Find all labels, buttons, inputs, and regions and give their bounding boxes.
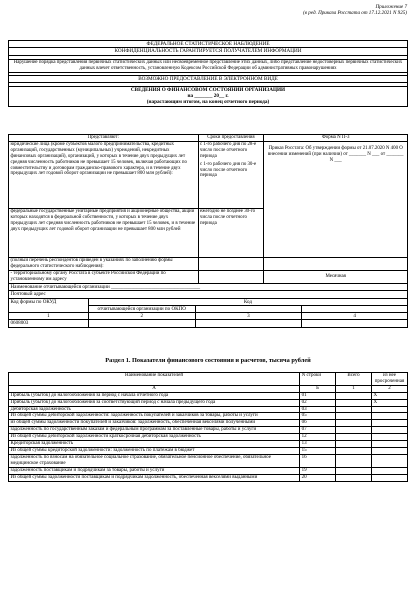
indicator-name: Прибыль (убыток) до налогообложения за соответствующий период с начала предыдущего года bbox=[9, 399, 300, 406]
report-date: на _______ 20__ г. bbox=[9, 93, 408, 99]
col-num-2: 2 bbox=[88, 313, 195, 320]
electronic-label: ВОЗМОЖНО ПРЕДОСТАВЛЕНИЕ В ЭЛЕКТРОННОМ ВИДЕ bbox=[9, 75, 408, 82]
presenters-header: Представляют: bbox=[9, 135, 199, 142]
table-row bbox=[9, 413, 408, 420]
organization-table bbox=[8, 283, 408, 328]
indicator-name: задолженность по государственным заказам и федеральным программам за поставленные товары, работы и услуги bbox=[9, 427, 300, 434]
fsn-label: ФЕДЕРАЛЬНОЕ СТАТИСТИЧЕСКОЕ НАБЛЮДЕНИЕ bbox=[9, 41, 408, 48]
line-number: 05 bbox=[300, 413, 336, 420]
col-label-1: 1 bbox=[336, 385, 372, 392]
line-number: 01 bbox=[300, 392, 336, 399]
line-number: 19 bbox=[300, 467, 336, 474]
total-value[interactable] bbox=[336, 454, 372, 467]
periodicity: Месячная bbox=[264, 270, 408, 283]
col-label-b: Б bbox=[300, 385, 336, 392]
overdue-value[interactable] bbox=[371, 427, 407, 434]
total-value[interactable] bbox=[336, 434, 372, 441]
overdue-value[interactable] bbox=[371, 420, 407, 427]
deadline-row-1a: с 1-го рабочего дня по 28-е число после отчетного периода bbox=[200, 141, 257, 159]
line-number-header: N строки bbox=[300, 373, 336, 386]
report-subtitle: (нарастающим итогом, на конец отчетного периода) bbox=[9, 99, 408, 106]
presenters-table bbox=[8, 134, 408, 284]
okpo-code-cell[interactable] bbox=[88, 320, 195, 327]
indicator-name: Из общей суммы задолженности поставщикам и подрядчикам задолженность, обеспеченная векселями выданными bbox=[9, 474, 300, 481]
total-value[interactable] bbox=[336, 474, 372, 481]
form-number: Форма N П-3 bbox=[264, 135, 408, 142]
table-row bbox=[9, 392, 408, 399]
indicator-rows bbox=[9, 392, 408, 481]
presenters-row-3: (полный перечень респондентов приведен в указаниях по заполнению формы федерального статистического наблюдения): bbox=[9, 257, 199, 270]
postal-address-field[interactable]: Почтовый адрес bbox=[9, 291, 408, 298]
total-value[interactable] bbox=[336, 392, 372, 399]
overdue-value[interactable] bbox=[371, 467, 407, 474]
line-number: 06 bbox=[300, 420, 336, 427]
line-number: 16 bbox=[300, 454, 336, 467]
table-row bbox=[9, 434, 408, 441]
confidentiality-label: КОНФИДЕНЦИАЛЬНОСТЬ ГАРАНТИРУЕТСЯ ПОЛУЧАТЕЛЕМ ИНФОРМАЦИИ bbox=[9, 48, 408, 55]
okud-label: Код формы по ОКУД bbox=[9, 298, 89, 313]
indicator-name: задолженность поставщикам и подрядчикам за товары, работы и услуги bbox=[9, 467, 300, 474]
indicator-name: задолженность по взносам на обязательное социальное страхование, обязательное пенсионное обеспечение, обязательное медицинское страхование bbox=[9, 454, 300, 467]
indicator-name: Из общей суммы кредиторской задолженности: задолженность по платежам в бюджет bbox=[9, 447, 300, 454]
appendix-edition: (в ред. Приказа Росстата от 17.12.2021 N 925) bbox=[303, 10, 407, 16]
line-number: 12 bbox=[300, 434, 336, 441]
total-header: Всего bbox=[336, 373, 372, 386]
table-row bbox=[9, 441, 408, 448]
table-row bbox=[9, 406, 408, 413]
indicator-name-header: Наименование показателей bbox=[9, 373, 300, 386]
indicator-name: Кредиторская задолженность bbox=[9, 441, 300, 448]
col-label-2: 2 bbox=[371, 385, 407, 392]
line-number: 02 bbox=[300, 399, 336, 406]
col-label-a: А bbox=[9, 385, 300, 392]
indicators-table bbox=[8, 372, 408, 482]
table-row bbox=[9, 399, 408, 406]
line-number: 03 bbox=[300, 406, 336, 413]
overdue-value[interactable] bbox=[371, 474, 407, 481]
report-title: СВЕДЕНИЯ О ФИНАНСОВОМ СОСТОЯНИИ ОРГАНИЗАЦИИ bbox=[9, 86, 408, 93]
total-value[interactable] bbox=[336, 420, 372, 427]
okud-code: 0608003 bbox=[9, 320, 89, 327]
table-row bbox=[9, 447, 408, 454]
overdue-value[interactable] bbox=[371, 406, 407, 413]
total-value[interactable] bbox=[336, 447, 372, 454]
org-name-field[interactable]: Наименование отчитывающейся организации ___________________________________ bbox=[9, 284, 408, 291]
deadlines-header: Сроки предоставления bbox=[198, 135, 264, 142]
indicator-name: Из общей суммы дебиторской задолженности краткосрочная дебиторская задолженность bbox=[9, 434, 300, 441]
total-value[interactable] bbox=[336, 427, 372, 434]
table-row bbox=[9, 420, 408, 427]
appendix-note bbox=[303, 4, 407, 16]
line-number: 20 bbox=[300, 474, 336, 481]
code-label: Код bbox=[88, 298, 407, 305]
indicator-name: Дебиторская задолженность bbox=[9, 406, 300, 413]
col-num-4: 4 bbox=[302, 313, 408, 320]
line-number: 07 bbox=[300, 427, 336, 434]
violation-note: Нарушение порядка представления первичных статистических данных или несвоевременное представление этих данных, либо представление недостоверных первичных статистических данных влечет ответственность, установленную Кодексом Российской Федерации об административных правонарушениях bbox=[9, 59, 408, 72]
col-num-3: 3 bbox=[195, 313, 302, 320]
header-block bbox=[8, 40, 408, 107]
total-value[interactable] bbox=[336, 467, 372, 474]
overdue-value[interactable] bbox=[371, 447, 407, 454]
total-value[interactable] bbox=[336, 413, 372, 420]
indicator-name: Из общей суммы дебиторской задолженности: задолженность покупателей и заказчиков за товары, работы и услуги bbox=[9, 413, 300, 420]
overdue-header: из нее просроченная bbox=[371, 373, 407, 386]
line-number: 13 bbox=[300, 441, 336, 448]
table-row bbox=[9, 454, 408, 467]
okpo-label: отчитывающейся организации по ОКПО bbox=[88, 305, 195, 312]
table-row bbox=[9, 467, 408, 474]
overdue-value[interactable] bbox=[371, 413, 407, 420]
presenters-row-2: федеральные государственные унитарные предприятия и акционерные общества, акции которых находятся в федеральной собственности, у которых в течение двух предыдущих лет средняя численность работников не превышает 15 человек, и в течение двух предыдущих лет годовой оборот организации не превышает 800 млн рублей bbox=[9, 208, 199, 257]
deadline-row-1b: с 1-го рабочего дня по 30-е число после отчетного периода bbox=[200, 161, 257, 179]
deadline-row-2: ежегодно не позднее 30-го числа после отчетного периода bbox=[198, 208, 264, 257]
overdue-value[interactable]: X bbox=[371, 392, 407, 399]
table-row bbox=[9, 474, 408, 481]
overdue-value[interactable] bbox=[371, 454, 407, 467]
approval-note: Приказ Росстата: Об утверждении формы от 21.07.2020 N 400 О внесении изменений (при наличии) от _______ N ___ от _______ N ___ bbox=[264, 141, 408, 257]
appendix-label: Приложение 7 bbox=[375, 4, 407, 10]
deadline-row-1 bbox=[198, 141, 264, 208]
col-num-1: 1 bbox=[9, 313, 89, 320]
total-value[interactable] bbox=[336, 441, 372, 448]
line-number: 15 bbox=[300, 447, 336, 454]
overdue-value[interactable] bbox=[371, 434, 407, 441]
total-value[interactable] bbox=[336, 399, 372, 406]
indicator-name: Прибыль (убыток) до налогообложения за период с начала отчетного года bbox=[9, 392, 300, 399]
table-row bbox=[9, 427, 408, 434]
indicator-name: из общей суммы задолженности покупателей и заказчиков: задолженность, обеспеченная векселями полученными bbox=[9, 420, 300, 427]
presenters-row-1: юридические лица (кроме субъектов малого предпринимательства, кредитных организаций, государственных (муниципальных) учреждений, некредитных финансовых организаций), организаций, у которых в течение двух предыдущих лет средняя численность работников не превышает 15 человек, включая работающих по совместительству и договорам гражданско-правового характера, и в течение двух предыдущих лет годовой оборот организации не превышает 800 млн рублей): bbox=[9, 141, 199, 208]
overdue-value[interactable]: X bbox=[371, 399, 407, 406]
total-value[interactable] bbox=[336, 406, 372, 413]
section-title: Раздел 1. Показатели финансового состояния и расчетов, тысяча рублей bbox=[105, 357, 311, 364]
overdue-value[interactable] bbox=[371, 441, 407, 448]
presenters-row-4: - территориальному органу Росстата в субъекте Российской Федерации по установленному им адресу bbox=[9, 270, 199, 283]
